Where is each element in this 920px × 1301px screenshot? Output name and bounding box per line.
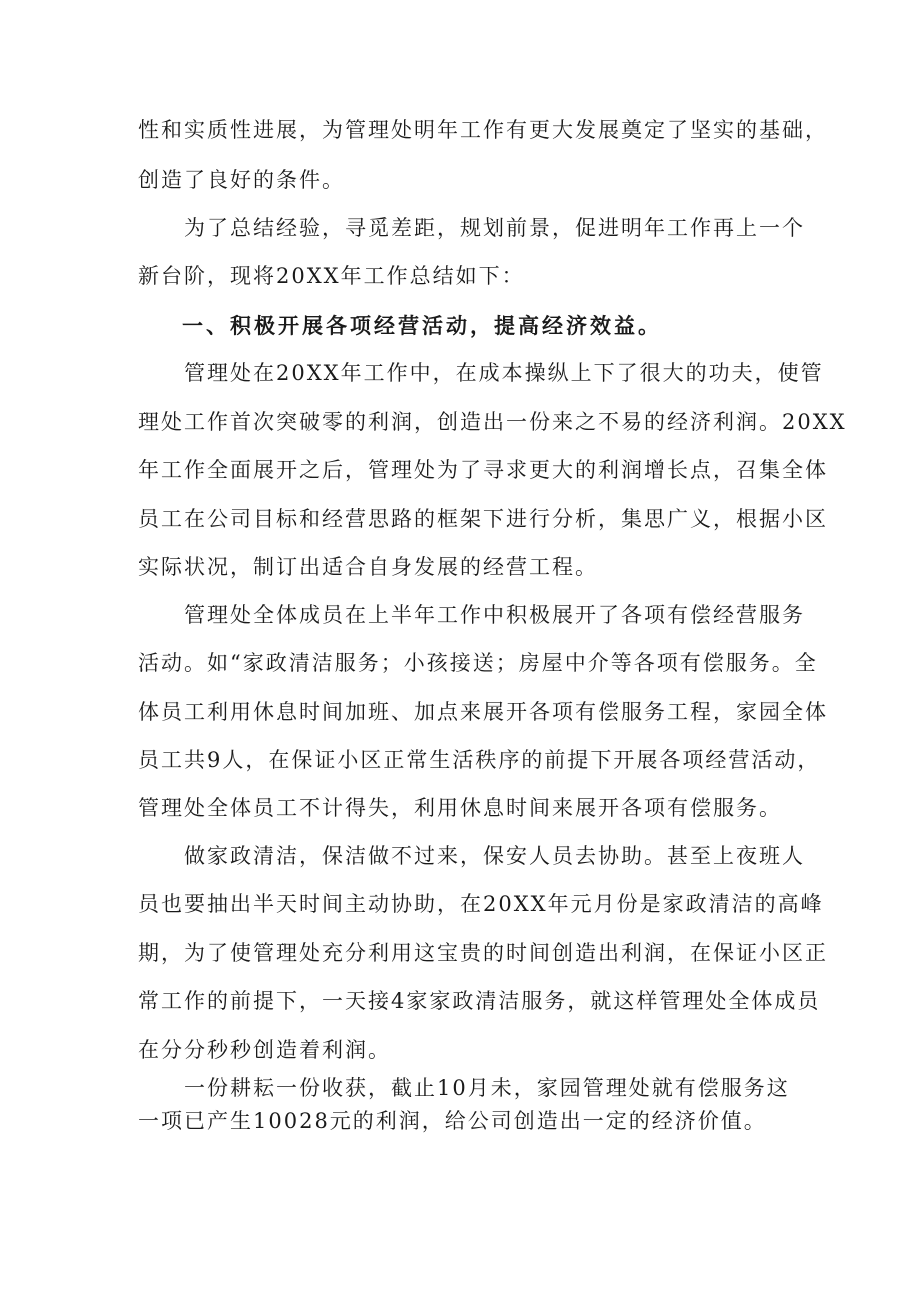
paragraph-line: 为了总结经验，寻觅差距，规划前景，促进明年工作再上一个 — [184, 216, 805, 240]
paragraph-line: 实际状况，制订出适合自身发展的经营工程。 — [138, 555, 598, 579]
paragraph-line: 年工作全面展开之后，管理处为了寻求更大的利润增长点，召集全体 — [138, 458, 828, 482]
paragraph-line: 性和实质性进展，为管理处明年工作有更大发展奠定了坚实的基础， — [138, 118, 828, 142]
heading-text: 一、积极开展各项经营活动，提高经济效益。 — [182, 314, 662, 338]
paragraph-line: 新台阶，现将20XX年工作总结如下： — [138, 264, 525, 288]
paragraph-line: 活动。如“家政清洁服务；小孩接送；房屋中介等各项有偿服务。全 — [138, 651, 818, 675]
paragraph-line: 理处工作首次突破零的利润，创造出一份来之不易的经济利润。20XX — [138, 410, 847, 434]
paragraph-line: 管理处全体员工不计得失，利用休息时间来展开各项有偿服务。 — [138, 796, 782, 820]
paragraph-line: 体员工利用休息时间加班、加点来展开各项有偿服务工程，家园全体 — [138, 700, 828, 724]
paragraph-line: 管理处全体成员在上半年工作中积极展开了各项有偿经营服务 — [184, 603, 805, 627]
paragraph-line: 员工共9人，在保证小区正常生活秩序的前提下开展各项经营活动， — [138, 748, 821, 772]
paragraph-line: 员也要抽出半天时间主动协助，在20XX年元月份是家政清洁的高峰 — [138, 892, 824, 916]
paragraph-line: 创造了良好的条件。 — [138, 168, 345, 192]
paragraph-line: 常工作的前提下，一天接4家家政清洁服务，就这样管理处全体成员 — [138, 989, 821, 1013]
paragraph-line: 员工在公司目标和经营思路的框架下进行分析，集思广义，根据小区 — [138, 507, 828, 531]
paragraph-line: 做家政清洁，保洁做不过来，保安人员去协助。甚至上夜班人 — [184, 844, 805, 868]
paragraph-line: 一项已产生10028元的利润，给公司创造出一定的经济价值。 — [138, 1109, 767, 1133]
paragraph-line: 在分分秒秒创造着利润。 — [138, 1038, 391, 1062]
paragraph-line: 管理处在20XX年工作中，在成本操纵上下了很大的功夫，使管 — [184, 361, 824, 385]
paragraph-line: 一份耕耘一份收获，截止10月未，家园管理处就有偿服务这 — [184, 1076, 790, 1100]
paragraph-line: 期，为了使管理处充分利用这宝贵的时间创造出利润，在保证小区正 — [138, 941, 828, 965]
